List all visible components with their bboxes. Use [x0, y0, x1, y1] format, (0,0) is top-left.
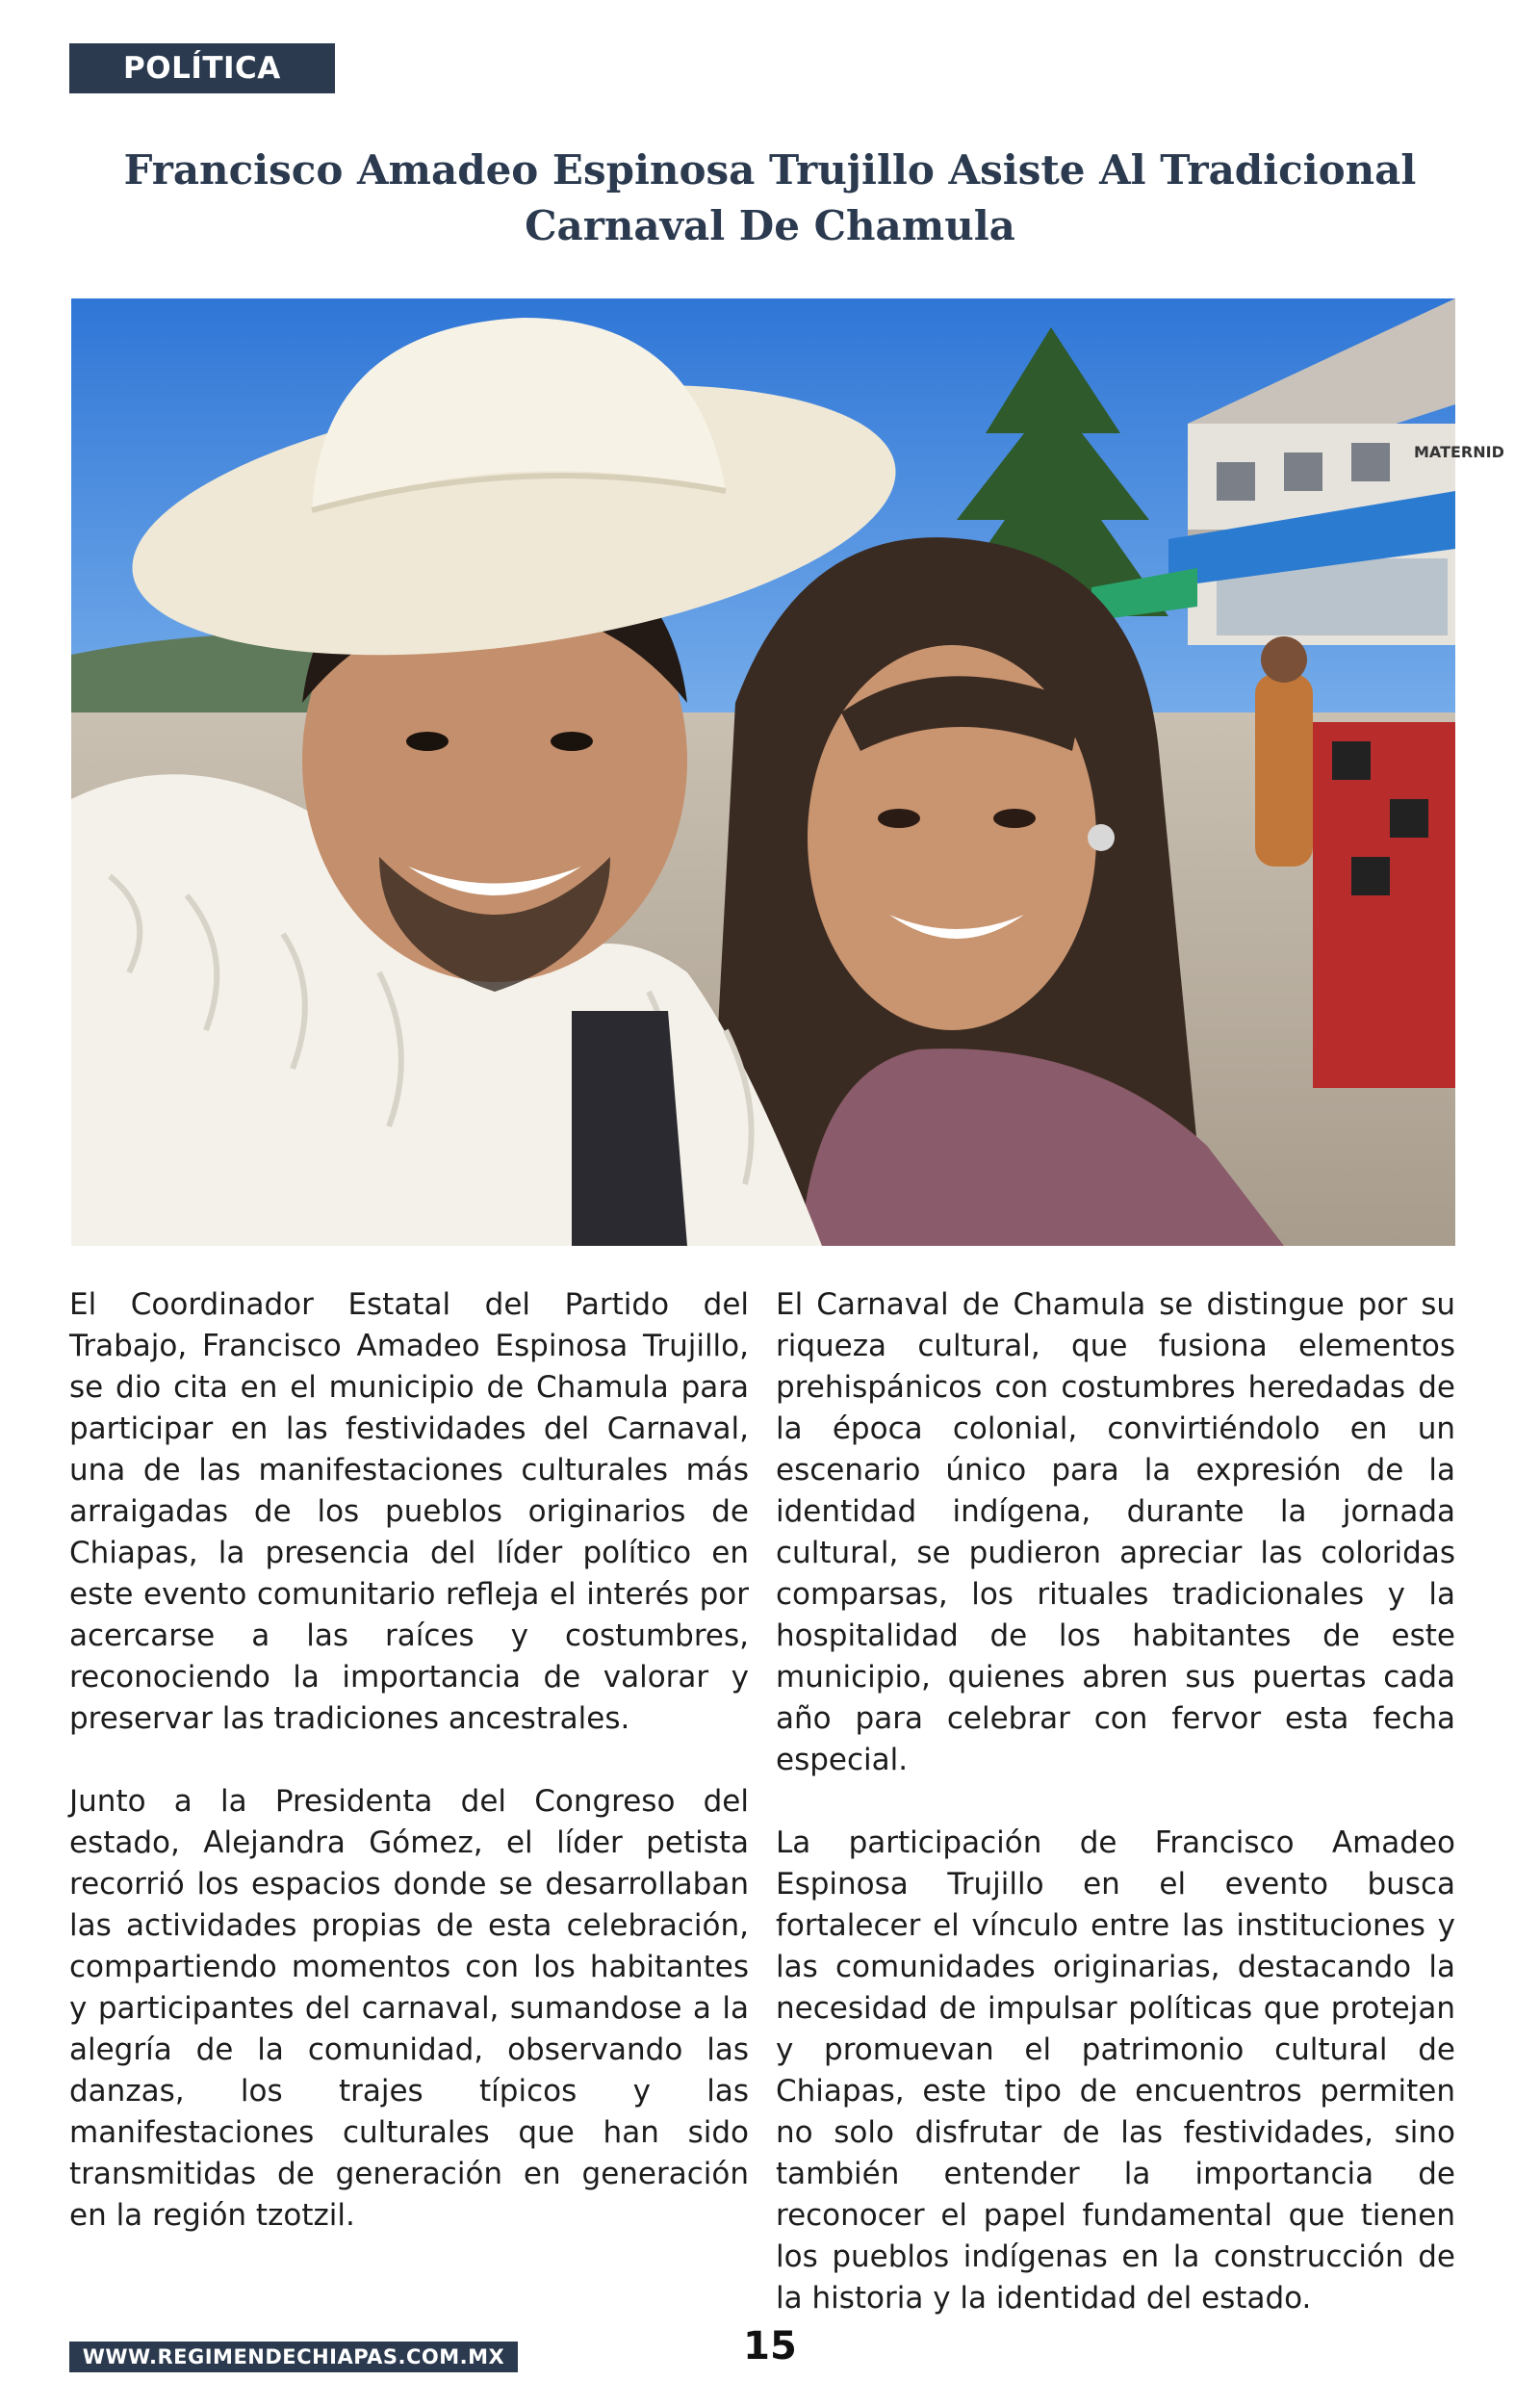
selfie-illustration — [71, 298, 1504, 1246]
section-tag: POLÍTICA — [69, 43, 335, 93]
paragraph: Junto a la Presidenta del Congreso del estado, Alejandra Gómez, el líder petista recorrió los espacios donde se desarrollaban las actividades propias de esta celebración, compartiendo momentos con los habitantes y participantes del carnaval, sumandose a la alegría de la comunidad, observando las danzas, los trajes típicos y las manifestaciones culturales que han sido transmitidas de generación en generación en la región tzotzil. — [69, 1784, 749, 2233]
article-photo — [71, 298, 1504, 1246]
footer-website-link[interactable]: WWW.REGIMENDECHIAPAS.COM.MX — [69, 2342, 518, 2372]
paragraph: El Carnaval de Chamula se distingue por su riqueza cultural, que fusiona elementos prehispánicos con costumbres heredadas de la época colonial, convirtiéndolo en un escenario único para la expresión de la identidad indígena, durante la jornada cultural, se pudieron apreciar las coloridas comparsas, los rituales tradicionales y la hospitalidad de los habitantes de este municipio, quienes abren sus puertas cada año para celebrar con fervor esta fecha especial. — [776, 1287, 1455, 1777]
building-sign: MATERNID — [1414, 443, 1504, 461]
paragraph: La participación de Francisco Amadeo Espinosa Trujillo en el evento busca fortalecer el vínculo entre las instituciones y las comunidades originarias, destacando la necesidad de impulsar políticas que protejan y promuevan el patrimonio cultural de Chiapas, este tipo de encuentros permiten no solo disfrutar de las festividades, sino también entender la importancia de reconocer el papel fundamental que tienen los pueblos indígenas en la construcción de la historia y la identidad del estado. — [776, 1825, 1455, 2316]
page-number: 15 — [743, 2324, 797, 2368]
article-column-left — [69, 1284, 749, 2278]
article-column-right — [776, 1284, 1455, 2361]
paragraph: El Coordinador Estatal del Partido del Trabajo, Francisco Amadeo Espinosa Trujillo, se dio cita en el municipio de Chamula para participar en las festividades del Carnaval, una de las manifestaciones culturales más arraigadas de los pueblos originarios de Chiapas, la presencia del líder político en este evento comunitario refleja el interés por acercarse a las raíces y costumbres, reconociendo la importancia de valorar y preservar las tradiciones ancestrales. — [69, 1287, 749, 1736]
article-headline: Francisco Amadeo Espinosa Trujillo Asiste Al Tradicional Carnaval De Chamula — [123, 146, 1417, 249]
